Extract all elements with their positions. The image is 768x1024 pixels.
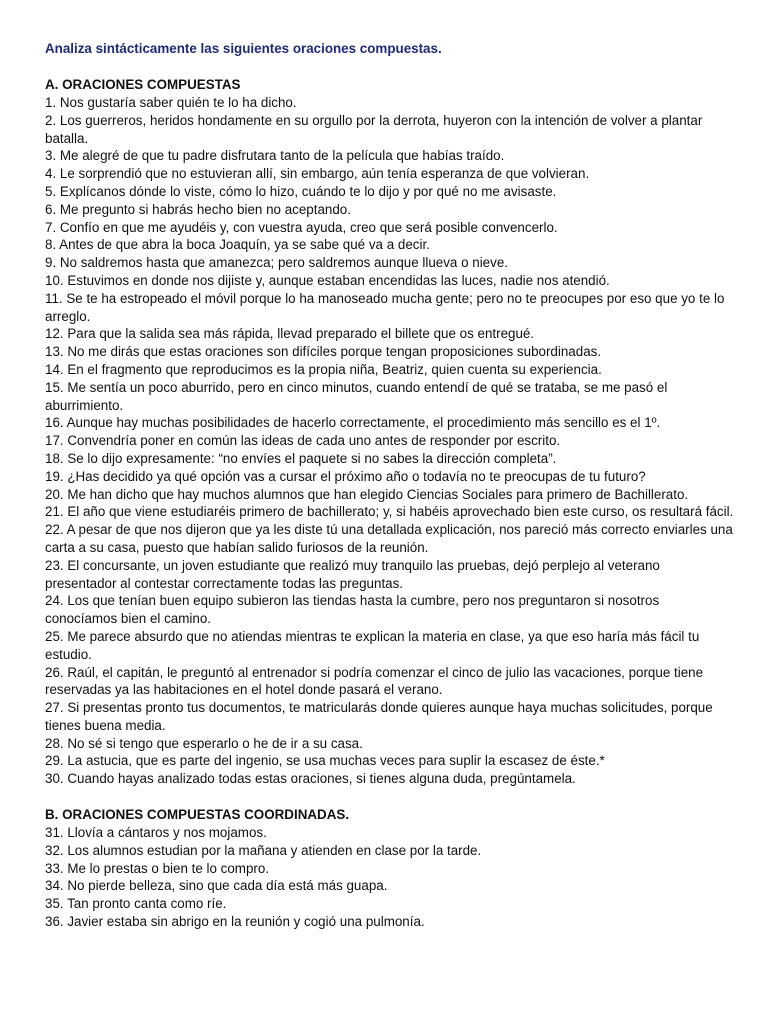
sentence-list [45,94,735,788]
sentence-item: 15. Me sentía un poco aburrido, pero en cinco minutos, cuando entendí de qué se trataba, se me pasó el aburrimiento. [45,379,668,413]
sentence-item: 1. Nos gustaría saber quién te lo ha dicho. [45,95,297,110]
sentence-item: 21. El año que viene estudiaréis primero de bachillerato; y, si habéis aprovechado bien este curso, os resultará fácil. [45,504,734,520]
section-a [45,76,735,788]
sentence-item: 5. Explícanos dónde lo viste, cómo lo hizo, cuándo te lo dijo y por qué no me avisaste. [45,183,557,199]
sentence-item: 16. Aunque hay muchas posibilidades de hacerlo correctamente, el procedimiento más sencillo es el 1º. [45,415,661,431]
sentence-item: 28. No sé si tengo que esperarlo o he de ir a su casa. [45,735,363,751]
sentence-item: 33. Me lo prestas o bien te lo compro. [45,860,270,876]
sentence-item: 4. Le sorprendió que no estuvieran allí, sin embargo, aún tenía esperanza de que volvieran. [45,166,590,182]
sentence-item: 14. En el fragmento que reproducimos es la propia niña, Beatriz, quien cuenta su experiencia. [45,361,602,377]
sentence-item: 25. Me parece absurdo que no atiendas mientras te explican la materia en clase, ya que eso haría más fácil tu estudio. [45,628,700,662]
sentence-item: 29. La astucia, que es parte del ingenio, se usa muchas veces para suplir la escasez de éste.* [45,753,605,769]
sentence-item: 2. Los guerreros, heridos hondamente en su orgullo por la derrota, huyeron con la intención de volver a plantar batalla. [45,112,703,146]
document-page [45,40,735,931]
sentence-item: 24. Los que tenían buen equipo subieron las tiendas hasta la cumbre, pero nos preguntaron si nosotros conocíamos bien el camino. [45,593,660,627]
section-b [45,806,735,931]
sentence-item: 36. Javier estaba sin abrigo en la reunión y cogió una pulmonía. [45,914,425,930]
sentence-item: 9. No saldremos hasta que amanezca; pero saldremos aunque llueva o nieve. [45,255,508,271]
sentence-item: 8. Antes de que abra la boca Joaquín, ya se sabe qué va a decir. [45,237,430,253]
sentence-item: 35. Tan pronto canta como ríe. [45,896,227,912]
sentence-item: 23. El concursante, un joven estudiante que realizó muy tranquilo las pruebas, dejó perplejo al veterano presentador al contestar correctamente todas las preguntas. [45,557,660,591]
sentence-item: 19. ¿Has decidido ya qué opción vas a cursar el próximo año o todavía no te preocupas de tu futuro? [45,468,646,484]
sentence-item: 6. Me pregunto si habrás hecho bien no aceptando. [45,201,351,217]
sentence-item: 13. No me dirás que estas oraciones son difíciles porque tengan proposiciones subordinadas. [45,344,602,360]
sentence-item: 34. No pierde belleza, sino que cada día está más guapa. [45,878,388,894]
sentence-item: 20. Me han dicho que hay muchos alumnos que han elegido Ciencias Sociales para primero de Bachillerato. [45,486,689,502]
sentence-list [45,824,735,931]
sentence-item: 17. Convendría poner en común las ideas de cada uno antes de responder por escrito. [45,433,561,449]
sentence-item: 26. Raúl, el capitán, le preguntó al entrenador si podría comenzar el cinco de julio las vacaciones, porque tiene reservadas ya las habitaciones en el hotel donde pasará el verano. [45,664,704,698]
sentence-item: 32. Los alumnos estudian por la mañana y atienden en clase por la tarde. [45,842,482,858]
sentence-item: 12. Para que la salida sea más rápida, llevad preparado el billete que os entregué. [45,326,535,342]
sentence-item: 11. Se te ha estropeado el móvil porque lo ha manoseado mucha gente; pero no te preocupes por eso que yo te lo arreglo. [45,290,725,324]
sentence-item: 31. Llovía a cántaros y nos mojamos. [45,825,267,841]
sentence-item: 3. Me alegré de que tu padre disfrutara tanto de la película que habías traído. [45,148,505,164]
sentence-item: 10. Estuvimos en donde nos dijiste y, aunque estaban encendidas las luces, nadie nos atendió. [45,272,610,288]
section-heading: A. ORACIONES COMPUESTAS [45,77,241,92]
sentence-item: 27. Si presentas pronto tus documentos, te matricularás donde quieres aunque haya muchas solicitudes, porque tienes buena media. [45,700,713,733]
sentence-item: 30. Cuando hayas analizado todas estas oraciones, si tienes alguna duda, pregúntamela. [45,771,576,787]
sentence-item: 18. Se lo dijo expresamente: “no envíes el paquete si no sabes la dirección completa”. [45,450,557,466]
section-heading: B. ORACIONES COMPUESTAS COORDINADAS. [45,807,350,823]
sentence-item: 22. A pesar de que nos dijeron que ya les diste tú una detallada explicación, nos pareció más correcto enviarles una carta a su casa, puesto que habían salido furiosos de la reunión. [45,522,733,555]
sentence-item: 7. Confío en que me ayudéis y, con vuestra ayuda, creo que será posible convencerlo. [45,219,558,235]
document-title: Analiza sintácticamente las siguientes oraciones compuestas. [45,41,442,56]
